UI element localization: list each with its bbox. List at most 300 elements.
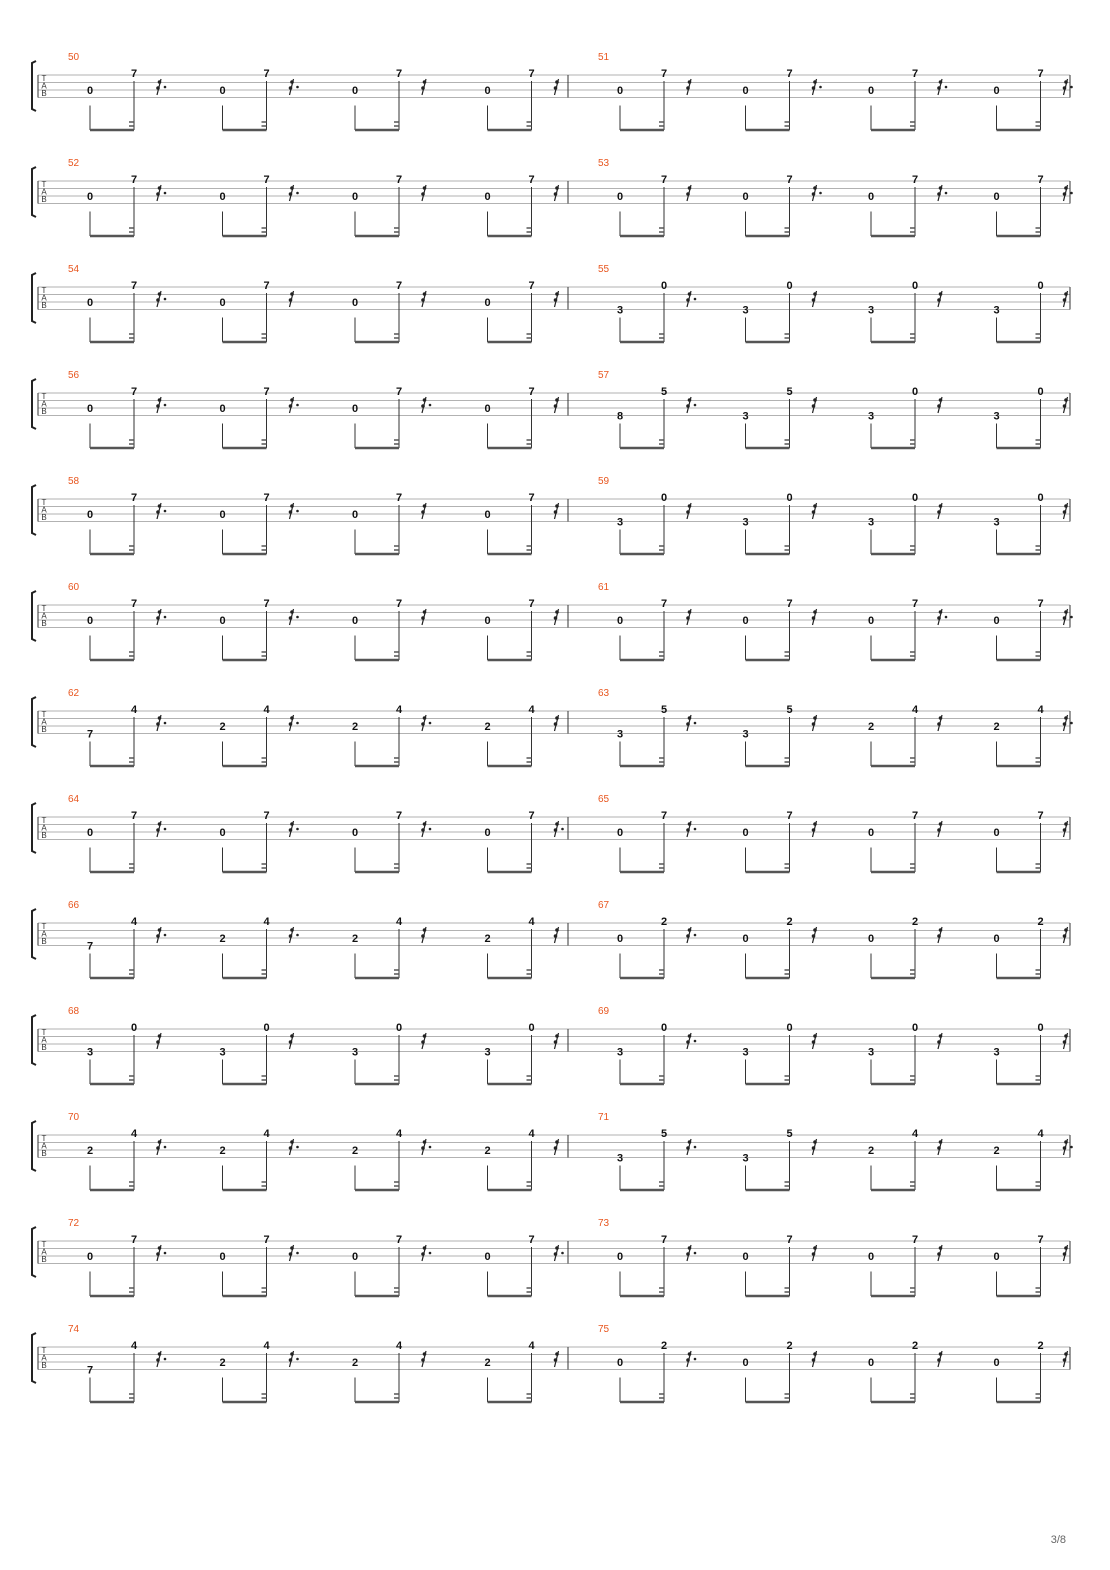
fret-number: 0	[786, 280, 793, 292]
fret-number: 3	[742, 1152, 749, 1165]
tab-system	[32, 476, 1070, 554]
fret-number: 0	[219, 297, 226, 309]
rest-flag	[1064, 186, 1068, 190]
rest-flag	[812, 722, 816, 726]
fret-number: 0	[911, 280, 919, 292]
fret-number: 0	[660, 1022, 668, 1034]
dotted-rest-icon	[156, 79, 166, 95]
note-pair	[742, 1128, 816, 1190]
measure-number: 55	[598, 264, 610, 275]
tab-letter: A	[41, 81, 47, 91]
measure-number: 74	[68, 1324, 80, 1335]
rest-flag	[156, 616, 160, 620]
note-pair	[484, 1022, 558, 1084]
fret-number: 7	[263, 68, 270, 80]
rest-dot	[429, 404, 432, 407]
rest-icon	[1063, 821, 1068, 837]
dotted-rest-icon	[812, 79, 822, 95]
rest-dot	[429, 722, 432, 725]
note-pair	[352, 1128, 431, 1190]
fret-number: 4	[528, 916, 535, 928]
rest-flag	[688, 1034, 692, 1038]
dotted-rest-icon	[686, 1139, 696, 1155]
rest-flag	[156, 1252, 160, 1256]
measure-number: 52	[68, 158, 80, 169]
fret-number: 2	[219, 721, 226, 733]
note-pair	[219, 1128, 298, 1190]
fret-number: 3	[742, 410, 749, 423]
fret-number: 0	[867, 191, 875, 203]
note-pair	[617, 280, 696, 342]
note-pair	[993, 1022, 1067, 1084]
rest-flag	[688, 1140, 692, 1144]
fret-number: 0	[742, 1357, 749, 1369]
rest-dot	[429, 828, 432, 831]
measure-number: 50	[68, 52, 80, 63]
rest-dot	[1070, 86, 1073, 89]
fret-number: 0	[219, 191, 226, 203]
fret-number: 3	[993, 516, 1000, 529]
rest-flag	[686, 828, 690, 832]
note-pair	[87, 1340, 166, 1402]
measure-number: 62	[68, 688, 80, 699]
rest-flag	[812, 1040, 816, 1044]
tab-letter: B	[41, 831, 47, 840]
fret-number: 0	[484, 827, 491, 839]
rest-flag	[813, 504, 817, 508]
fret-number: 0	[993, 615, 1000, 627]
fret-number: 7	[660, 68, 668, 80]
rest-icon	[554, 503, 559, 519]
fret-number: 7	[528, 492, 535, 504]
measure-number: 71	[598, 1112, 610, 1123]
rest-flag	[554, 1358, 558, 1362]
tab-letter: A	[41, 1247, 47, 1257]
fret-number: 4	[395, 704, 403, 716]
note-pair	[617, 916, 696, 978]
rest-flag	[423, 1246, 427, 1250]
measure-number: 64	[68, 794, 80, 805]
note-pair	[484, 704, 558, 766]
fret-number: 2	[484, 1357, 491, 1369]
rest-flag	[156, 510, 160, 514]
fret-number: 3	[867, 1046, 875, 1059]
fret-number: 7	[786, 810, 793, 822]
fret-number: 0	[867, 933, 875, 945]
rest-flag	[158, 1034, 162, 1038]
rest-flag	[1063, 298, 1067, 302]
fret-number: 7	[528, 386, 535, 398]
fret-number: 0	[219, 403, 226, 415]
note-pair	[484, 174, 558, 236]
rest-flag	[937, 1252, 941, 1256]
rest-flag	[1064, 822, 1068, 826]
rest-icon	[289, 291, 294, 307]
rest-flag	[813, 292, 817, 296]
fret-number: 0	[484, 1251, 491, 1263]
rest-flag	[423, 292, 427, 296]
rest-flag	[158, 716, 162, 720]
note-pair	[87, 280, 166, 342]
note-pair	[352, 386, 431, 448]
rest-flag	[686, 404, 690, 408]
fret-number: 0	[219, 1251, 226, 1263]
note-pair	[617, 704, 696, 766]
tab-system	[32, 52, 1073, 130]
fret-number: 0	[484, 509, 491, 521]
fret-number: 7	[395, 598, 403, 610]
fret-number: 7	[395, 280, 403, 292]
system-bracket	[32, 803, 36, 853]
rest-flag	[289, 828, 293, 832]
fret-number: 3	[616, 1046, 624, 1059]
rest-flag	[813, 716, 817, 720]
fret-number: 7	[911, 810, 919, 822]
dotted-rest-icon	[289, 927, 299, 943]
rest-flag	[813, 610, 817, 614]
rest-flag	[421, 1252, 425, 1256]
fret-number: 7	[660, 1234, 668, 1246]
dotted-rest-icon	[686, 1351, 696, 1367]
note-pair	[993, 598, 1072, 660]
fret-number: 2	[484, 933, 491, 945]
dotted-rest-icon	[289, 503, 299, 519]
note-pair	[993, 704, 1072, 766]
rest-flag	[937, 86, 941, 90]
fret-number: 7	[660, 174, 668, 186]
rest-dot	[694, 1252, 697, 1255]
system-bracket	[32, 167, 36, 217]
rest-flag	[813, 1140, 817, 1144]
fret-number: 4	[911, 1128, 919, 1140]
rest-flag	[554, 934, 558, 938]
rest-icon	[421, 1033, 426, 1049]
rest-flag	[939, 398, 943, 402]
note-pair	[352, 704, 431, 766]
fret-number: 2	[867, 721, 875, 733]
fret-number: 0	[86, 191, 94, 203]
note-pair	[617, 1022, 696, 1084]
rest-flag	[812, 298, 816, 302]
fret-number: 0	[786, 1022, 793, 1034]
note-pair	[868, 174, 947, 236]
rest-flag	[688, 186, 692, 190]
measure-number: 66	[68, 900, 80, 911]
rest-flag	[1064, 610, 1068, 614]
rest-icon	[812, 397, 817, 413]
rest-flag	[158, 928, 162, 932]
rest-flag	[1063, 510, 1067, 514]
tab-letter: A	[41, 1035, 47, 1045]
tab-letter: T	[41, 1240, 47, 1249]
fret-number: 0	[911, 386, 919, 398]
rest-flag	[1064, 1246, 1068, 1250]
note-pair	[993, 280, 1067, 342]
tab-letter: T	[41, 710, 47, 719]
rest-dot	[164, 616, 167, 619]
measure-number: 54	[68, 264, 80, 275]
fret-number: 7	[1037, 68, 1044, 80]
rest-flag	[1064, 1352, 1068, 1356]
note-pair	[352, 1022, 426, 1084]
dotted-rest-icon	[937, 609, 947, 625]
rest-flag	[937, 1040, 941, 1044]
rest-dot	[694, 934, 697, 937]
note-pair	[352, 68, 426, 130]
fret-number: 7	[395, 386, 403, 398]
dotted-rest-icon	[686, 1033, 696, 1049]
system-bracket	[32, 1333, 36, 1383]
note-pair	[868, 810, 942, 872]
rest-dot	[296, 828, 299, 831]
rest-flag	[156, 934, 160, 938]
rest-flag	[421, 934, 425, 938]
measure-number: 73	[598, 1218, 610, 1229]
rest-flag	[554, 722, 558, 726]
fret-number: 0	[616, 1251, 624, 1263]
rest-flag	[290, 80, 294, 84]
rest-flag	[939, 504, 943, 508]
measure-number: 53	[598, 158, 610, 169]
fret-number: 0	[993, 85, 1000, 97]
rest-flag	[937, 1358, 941, 1362]
fret-number: 3	[616, 304, 624, 317]
rest-flag	[158, 80, 162, 84]
rest-flag	[1063, 1040, 1067, 1044]
fret-number: 7	[528, 810, 535, 822]
system-bracket	[32, 379, 36, 429]
rest-icon	[812, 503, 817, 519]
fret-number: 0	[616, 615, 624, 627]
rest-dot	[296, 404, 299, 407]
fret-number: 7	[528, 280, 535, 292]
rest-icon	[421, 503, 426, 519]
rest-dot	[1070, 616, 1073, 619]
rest-dot	[694, 1146, 697, 1149]
rest-flag	[423, 80, 427, 84]
note-pair	[219, 916, 298, 978]
tab-letter: B	[41, 1149, 47, 1158]
fret-number: 0	[86, 509, 94, 521]
note-pair	[742, 386, 816, 448]
rest-flag	[1064, 398, 1068, 402]
rest-flag	[423, 1352, 427, 1356]
note-pair	[484, 68, 558, 130]
system-bracket	[32, 1227, 36, 1277]
rest-flag	[688, 398, 692, 402]
note-pair	[219, 598, 298, 660]
rest-icon	[937, 1139, 942, 1155]
fret-number: 4	[130, 916, 138, 928]
note-pair	[219, 1340, 298, 1402]
measure-number: 60	[68, 582, 80, 593]
rest-icon	[937, 927, 942, 943]
fret-number: 0	[86, 1251, 94, 1263]
fret-number: 3	[742, 1046, 749, 1059]
fret-number: 0	[263, 1022, 270, 1034]
tab-system	[32, 1324, 1070, 1402]
note-pair	[484, 1340, 558, 1402]
dotted-rest-icon	[686, 1245, 696, 1261]
rest-flag	[555, 80, 559, 84]
tab-letter: A	[41, 505, 47, 515]
rest-flag	[686, 1252, 690, 1256]
note-pair	[617, 386, 696, 448]
fret-number: 7	[1037, 1234, 1044, 1246]
rest-dot	[694, 404, 697, 407]
rest-flag	[290, 1246, 294, 1250]
rest-dot	[164, 1146, 167, 1149]
rest-dot	[164, 1358, 167, 1361]
rest-dot	[1070, 192, 1073, 195]
rest-dot	[694, 1040, 697, 1043]
rest-flag	[158, 186, 162, 190]
fret-number: 7	[1037, 174, 1044, 186]
rest-flag	[686, 510, 690, 514]
fret-number: 0	[1037, 386, 1044, 398]
tab-letter: B	[41, 513, 47, 522]
fret-number: 7	[263, 386, 270, 398]
rest-flag	[812, 86, 816, 90]
rest-icon	[686, 79, 691, 95]
measure-number: 68	[68, 1006, 80, 1017]
rest-icon	[812, 715, 817, 731]
fret-number: 0	[219, 827, 226, 839]
note-pair	[742, 174, 821, 236]
rest-icon	[937, 1033, 942, 1049]
dotted-rest-icon	[937, 79, 947, 95]
fret-number: 3	[616, 728, 624, 741]
tab-system	[32, 370, 1070, 448]
rest-flag	[555, 504, 559, 508]
fret-number: 0	[351, 297, 359, 309]
measure-number: 57	[598, 370, 610, 381]
fret-number: 7	[395, 68, 403, 80]
rest-flag	[555, 716, 559, 720]
note-pair	[87, 492, 166, 554]
rest-flag	[1063, 828, 1067, 832]
note-pair	[742, 280, 816, 342]
fret-number: 0	[867, 1251, 875, 1263]
note-pair	[617, 174, 691, 236]
rest-flag	[812, 1358, 816, 1362]
tab-system	[32, 582, 1073, 660]
note-pair	[742, 1234, 816, 1296]
note-pair	[993, 1340, 1067, 1402]
rest-icon	[686, 185, 691, 201]
fret-number: 3	[742, 516, 749, 529]
rest-flag	[686, 298, 690, 302]
rest-dot	[296, 1358, 299, 1361]
fret-number: 7	[395, 810, 403, 822]
rest-flag	[289, 86, 293, 90]
dotted-rest-icon	[289, 185, 299, 201]
rest-flag	[289, 1252, 293, 1256]
fret-number: 0	[786, 492, 793, 504]
dotted-rest-icon	[686, 821, 696, 837]
rest-flag	[688, 504, 692, 508]
rest-flag	[939, 1246, 943, 1250]
note-pair	[352, 492, 426, 554]
rest-flag	[937, 510, 941, 514]
rest-flag	[686, 616, 690, 620]
rest-flag	[158, 1246, 162, 1250]
rest-dot	[429, 1252, 432, 1255]
fret-number: 2	[660, 1340, 668, 1352]
rest-flag	[937, 828, 941, 832]
rest-flag	[686, 86, 690, 90]
rest-flag	[939, 1352, 943, 1356]
tab-letter: T	[41, 392, 47, 401]
rest-flag	[688, 716, 692, 720]
fret-number: 2	[351, 1357, 359, 1369]
fret-number: 0	[351, 615, 359, 627]
rest-dot	[945, 192, 948, 195]
fret-number: 4	[395, 1128, 403, 1140]
fret-number: 7	[130, 598, 138, 610]
measure-number: 70	[68, 1112, 80, 1123]
fret-number: 2	[660, 916, 668, 928]
dotted-rest-icon	[156, 1351, 166, 1367]
tab-letter: A	[41, 1141, 47, 1151]
note-pair	[484, 1234, 563, 1296]
fret-number: 4	[130, 704, 138, 716]
tab-letter: B	[41, 619, 47, 628]
rest-flag	[1064, 1140, 1068, 1144]
rest-icon	[554, 927, 559, 943]
rest-flag	[156, 298, 160, 302]
rest-icon	[554, 715, 559, 731]
tab-letter: A	[41, 823, 47, 833]
dotted-rest-icon	[289, 609, 299, 625]
fret-number: 3	[742, 728, 749, 741]
fret-number: 0	[911, 1022, 919, 1034]
note-pair	[868, 492, 942, 554]
fret-number: 7	[660, 598, 668, 610]
note-pair	[352, 174, 426, 236]
system-bracket	[32, 485, 36, 535]
rest-dot	[561, 1252, 564, 1255]
note-pair	[484, 916, 558, 978]
dotted-rest-icon	[156, 291, 166, 307]
rest-flag	[937, 298, 941, 302]
fret-number: 4	[263, 704, 270, 716]
rest-flag	[158, 292, 162, 296]
dotted-rest-icon	[289, 1245, 299, 1261]
tab-letter: B	[41, 301, 47, 310]
rest-flag	[158, 504, 162, 508]
fret-number: 2	[993, 721, 1000, 733]
rest-flag	[1063, 934, 1067, 938]
rest-flag	[423, 928, 427, 932]
rest-dot	[819, 192, 822, 195]
tab-letter: T	[41, 1346, 47, 1355]
fret-number: 0	[742, 191, 749, 203]
measure-number: 72	[68, 1218, 80, 1229]
rest-icon	[421, 609, 426, 625]
rest-icon	[554, 1139, 559, 1155]
rest-dot	[561, 828, 564, 831]
rest-flag	[813, 1246, 817, 1250]
fret-number: 0	[351, 403, 359, 415]
rest-dot	[296, 192, 299, 195]
tab-letter: A	[41, 717, 47, 727]
rest-flag	[555, 1034, 559, 1038]
note-pair	[993, 174, 1072, 236]
rest-icon	[1063, 291, 1068, 307]
note-pair	[219, 280, 293, 342]
note-pair	[219, 1022, 293, 1084]
